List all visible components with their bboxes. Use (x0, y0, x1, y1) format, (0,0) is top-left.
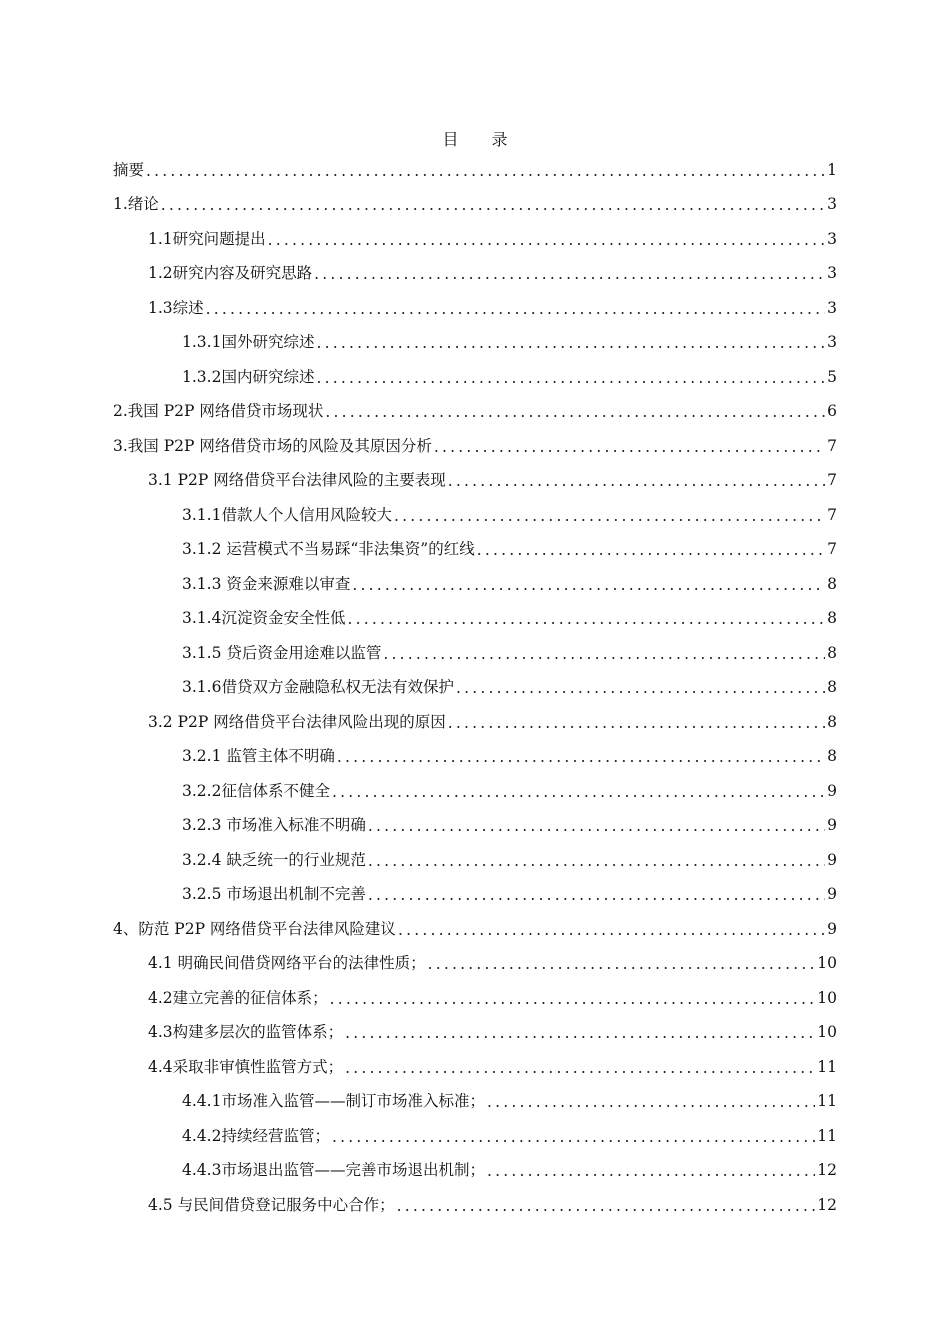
dot-leader (206, 302, 825, 318)
toc-entry-title: 1.绪论 (113, 195, 159, 213)
toc-entry-page-number: 6 (827, 402, 837, 420)
toc-entry-page-number: 8 (827, 609, 837, 627)
toc-entry[interactable] (113, 257, 837, 292)
toc-entry-page-number: 12 (817, 1161, 837, 1179)
toc-entry-title: 1.3.2国内研究综述 (182, 367, 315, 386)
toc-entry-page-number: 10 (817, 954, 837, 972)
dot-leader (345, 1061, 815, 1077)
dot-leader (487, 1164, 815, 1180)
toc-entry-page-number: 3 (827, 229, 837, 248)
dot-leader (428, 957, 816, 973)
toc-entry-page-number: 12 (817, 1195, 837, 1214)
dot-leader (337, 750, 825, 766)
toc-entry-page-number: 8 (827, 747, 837, 765)
toc-entry[interactable] (113, 602, 837, 637)
toc-entry[interactable] (113, 1085, 837, 1120)
dot-leader (434, 440, 825, 456)
toc-entry-page-number: 9 (827, 850, 837, 869)
dot-leader (316, 371, 825, 387)
toc-entry[interactable] (113, 636, 837, 671)
toc-entry[interactable] (113, 188, 837, 223)
toc-entry[interactable] (113, 1119, 837, 1154)
toc-entry-page-number: 7 (827, 540, 837, 558)
toc-entry-title: 3.1 P2P 网络借贷平台法律风险的主要表现 (148, 471, 446, 489)
toc-title: 目 录 (442, 130, 522, 149)
toc-entry[interactable] (113, 809, 837, 844)
toc-entry[interactable] (113, 1016, 837, 1051)
toc-entry[interactable] (113, 947, 837, 982)
toc-entry-page-number: 7 (827, 471, 837, 489)
dot-leader (347, 612, 825, 628)
dot-leader (368, 819, 825, 835)
dot-leader (332, 1130, 815, 1146)
toc-entry-title: 3.2.1 监管主体不明确 (182, 747, 335, 765)
toc-entry-title: 1.3综述 (148, 298, 204, 317)
toc-entry-title: 4.4.3市场退出监管——完善市场退出机制； (182, 1161, 485, 1179)
toc-entry-page-number: 9 (827, 885, 837, 903)
dot-leader (146, 164, 825, 180)
toc-entry[interactable] (113, 740, 837, 775)
toc-entry-page-number: 3 (827, 298, 837, 317)
toc-entry-title: 4.4.2持续经营监管； (182, 1126, 330, 1145)
toc-entry-page-number: 1 (827, 160, 837, 179)
dot-leader (161, 198, 825, 214)
toc-entry[interactable] (113, 878, 837, 913)
toc-entry-page-number: 9 (827, 781, 837, 800)
toc-entry-title: 3.1.3 资金来源难以审查 (182, 574, 351, 593)
toc-entry-title: 3.1.5 贷后资金用途难以监管 (182, 643, 382, 662)
toc-entry-page-number: 8 (827, 574, 837, 593)
toc-entry[interactable] (113, 981, 837, 1016)
toc-entry-page-number: 11 (817, 1092, 837, 1110)
dot-leader (487, 1095, 815, 1111)
toc-entry-title: 摘要 (113, 160, 145, 179)
toc-entry[interactable] (113, 843, 837, 878)
toc-entry-title: 4.3构建多层次的监管体系； (148, 1023, 344, 1041)
toc-entry-title: 3.2.3 市场准入标准不明确 (182, 816, 366, 834)
toc-entry-title: 4.5 与民间借贷登记服务中心合作； (148, 1195, 395, 1214)
dot-leader (332, 785, 825, 801)
toc-entry[interactable] (113, 567, 837, 602)
toc-entry-title: 3.1.4沉淀资金安全性低 (182, 609, 346, 627)
toc-entry-page-number: 10 (817, 1023, 837, 1041)
toc-entry[interactable] (113, 912, 837, 947)
toc-entry-title: 4.2建立完善的征信体系； (148, 988, 328, 1007)
toc-entry-page-number: 7 (827, 436, 837, 455)
toc-entry-title: 3.2 P2P 网络借贷平台法律风险出现的原因 (148, 712, 446, 731)
toc-entry[interactable] (113, 705, 837, 740)
dot-leader (316, 336, 825, 352)
toc-entry[interactable] (113, 671, 837, 706)
toc-entry-title: 3.1.2 运营模式不当易踩“非法集资”的红线 (182, 540, 475, 558)
toc-entry-page-number: 11 (817, 1126, 837, 1145)
toc-entry-title: 1.3.1国外研究综述 (182, 333, 315, 351)
toc-entry-page-number: 8 (827, 643, 837, 662)
toc-entry-page-number: 7 (827, 505, 837, 524)
dot-leader (456, 681, 825, 697)
toc-entry[interactable] (113, 774, 837, 809)
toc-entry[interactable] (113, 1188, 837, 1223)
toc-entry[interactable] (113, 429, 837, 464)
dot-leader (398, 923, 825, 939)
toc-entry-title: 4.4采取非审慎性监管方式； (148, 1057, 344, 1076)
dot-leader (330, 992, 816, 1008)
toc-entry-title: 4.1 明确民间借贷网络平台的法律性质； (148, 954, 426, 972)
dot-leader (383, 647, 825, 663)
toc-entry-page-number: 8 (827, 678, 837, 696)
toc-entry[interactable] (113, 498, 837, 533)
toc-entry-title: 3.2.5 市场退出机制不完善 (182, 885, 366, 903)
toc-entry[interactable] (113, 395, 837, 430)
toc-entry[interactable] (113, 533, 837, 568)
toc-entry-page-number: 3 (827, 333, 837, 351)
dot-leader (448, 716, 825, 732)
toc-entry[interactable] (113, 222, 837, 257)
dot-leader (268, 233, 825, 249)
dot-leader (368, 854, 825, 870)
toc-entry-title: 1.1研究问题提出 (148, 229, 266, 248)
dot-leader (397, 1199, 816, 1215)
dot-leader (477, 543, 825, 559)
dot-leader (345, 1026, 815, 1042)
toc-entry-title: 1.2研究内容及研究思路 (148, 264, 313, 282)
dot-leader (448, 474, 825, 490)
toc-entry[interactable] (113, 326, 837, 361)
toc-entry-page-number: 3 (827, 264, 837, 282)
toc-entry[interactable] (113, 1154, 837, 1189)
dot-leader (325, 405, 825, 421)
dot-leader (368, 888, 825, 904)
toc-entry-page-number: 11 (817, 1057, 837, 1076)
toc-entry-page-number: 9 (827, 919, 837, 938)
toc-entry-title: 3.2.2征信体系不健全 (182, 781, 330, 800)
toc-entry[interactable] (113, 1050, 837, 1085)
toc-entry-title: 3.我国 P2P 网络借贷市场的风险及其原因分析 (113, 436, 432, 455)
table-of-contents (113, 153, 837, 1223)
toc-entry-page-number: 3 (827, 195, 837, 213)
toc-entry-title: 2.我国 P2P 网络借贷市场现状 (113, 402, 324, 420)
toc-entry-title: 4.4.1市场准入监管——制订市场准入标准； (182, 1092, 485, 1110)
toc-entry-title: 3.2.4 缺乏统一的行业规范 (182, 850, 366, 869)
dot-leader (352, 578, 825, 594)
toc-entry[interactable] (113, 360, 837, 395)
toc-entry-title: 3.1.6借贷双方金融隐私权无法有效保护 (182, 678, 454, 696)
toc-entry-page-number: 5 (827, 367, 837, 386)
dot-leader (314, 267, 825, 283)
toc-entry[interactable] (113, 464, 837, 499)
dot-leader (394, 509, 825, 525)
toc-entry-page-number: 10 (817, 988, 837, 1007)
toc-entry-title: 4、防范 P2P 网络借贷平台法律风险建议 (113, 919, 396, 938)
toc-entry-page-number: 8 (827, 712, 837, 731)
toc-entry-page-number: 9 (827, 816, 837, 834)
toc-entry[interactable] (113, 153, 837, 188)
toc-entry[interactable] (113, 291, 837, 326)
toc-entry-title: 3.1.1借款人个人信用风险较大 (182, 505, 392, 524)
